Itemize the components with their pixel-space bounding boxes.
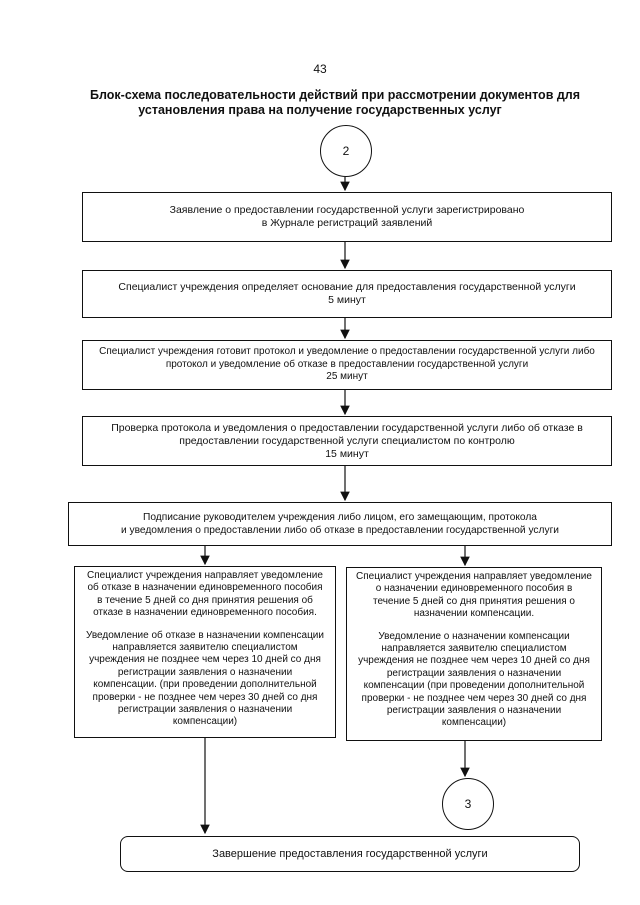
right-p2-line-5: компенсации (при проведении дополнительной: [363, 680, 585, 692]
step-5-line-2: и уведомления о предоставлении либо об отказе в предоставлении государственной услуги: [121, 525, 559, 536]
left-p1-line-2: об отказе в назначении единовременного пособия: [87, 582, 323, 594]
left-p2-line-2: направляется заявителю специалистом: [112, 642, 298, 654]
step-protocol-preparation: [82, 340, 612, 390]
right-p2-line-6: проверки - не позднее чем через 30 дней со дня: [361, 692, 587, 704]
right-p1-line-4: назначении компенсации.: [413, 608, 535, 620]
page-number: 43: [313, 62, 327, 76]
left-p1-line-4: отказе в назначении единовременного пособия.: [93, 607, 317, 619]
left-p2-line-1: Уведомление об отказе в назначении компенсации: [86, 629, 324, 641]
right-p2-line-1: Уведомление о назначении компенсации: [378, 630, 570, 642]
step-4-line-1: Проверка протокола и уведомления о предоставлении государственной услуги либо об отказе в: [111, 421, 583, 434]
title-line-2: установления права на получение государственных услуг: [138, 103, 502, 117]
left-p2-line-3: учреждения не позднее чем через 10 дней со дня: [89, 654, 321, 666]
left-p2-line-6: проверки - не позднее чем через 30 дней со дня: [92, 691, 318, 703]
step-4-line-2: предоставлении государственной услуги специалистом по контролю: [179, 434, 515, 447]
step-1-line-1: Заявление о предоставлении государственной услуги зарегистрировано: [169, 204, 525, 216]
connector-end: [442, 778, 494, 830]
title-line-1: Блок-схема последовательности действий при рассмотрении документов для: [90, 88, 581, 102]
right-p2-line-8: компенсации): [441, 717, 507, 729]
step-protocol-check: [82, 416, 612, 466]
step-2-line-2: 5 минут: [328, 294, 366, 306]
connector-start-label: 2: [342, 144, 350, 158]
right-p1-line-2: о назначении единовременного пособия в: [375, 583, 573, 595]
right-p1-line-3: течение 5 дней со дня принятия решения о: [373, 595, 575, 607]
right-p2-line-7: регистрации заявления о назначении: [386, 705, 562, 717]
step-2-line-1: Специалист учреждения определяет основание для предоставления государственной услуги: [118, 281, 576, 293]
left-p2-line-7: регистрации заявления о назначении: [117, 704, 293, 716]
step-5-line-1: Подписание руководителем учреждения либо лицом, его замещающим, протокола: [143, 512, 537, 523]
step-4-line-3: 15 минут: [325, 447, 369, 460]
right-p2-line-3: учреждения не позднее чем через 10 дней со дня: [358, 655, 590, 667]
final-step-label: Завершение предоставления государственной услуги: [212, 847, 488, 860]
left-p2-line-5: компенсации. (при проведении дополнительной: [93, 679, 317, 691]
step-3-line-2: протокол и уведомление об отказе в предоставлении государственной услуги: [165, 358, 529, 370]
right-p2-line-2: направляется заявителю специалистом: [381, 643, 567, 655]
step-3-line-3: 25 минут: [326, 371, 368, 383]
step-basis-determination: [82, 270, 612, 318]
right-p2-line-4: регистрации заявления о назначении: [386, 667, 562, 679]
step-completion: [120, 836, 580, 872]
step-signing: [68, 502, 612, 546]
branch-refusal: [74, 566, 336, 738]
connector-start: [320, 125, 372, 177]
step-3-line-1: Специалист учреждения готовит протокол и уведомление о предоставлении государственной услуги либо: [99, 346, 595, 358]
step-registration: [82, 192, 612, 242]
right-p1-line-1: Специалист учреждения направляет уведомление: [356, 571, 592, 582]
left-p1-line-3: в течение 5 дней со дня принятия решения об: [97, 594, 313, 606]
branch-approval: [346, 567, 602, 741]
step-1-line-2: в Журнале регистраций заявлений: [261, 217, 433, 229]
connector-end-label: 3: [464, 797, 472, 811]
left-p1-line-1: Специалист учреждения направляет уведомление: [87, 570, 323, 581]
left-p2-line-8: компенсации): [172, 716, 238, 728]
left-p2-line-4: регистрации заявления о назначении: [117, 666, 293, 678]
